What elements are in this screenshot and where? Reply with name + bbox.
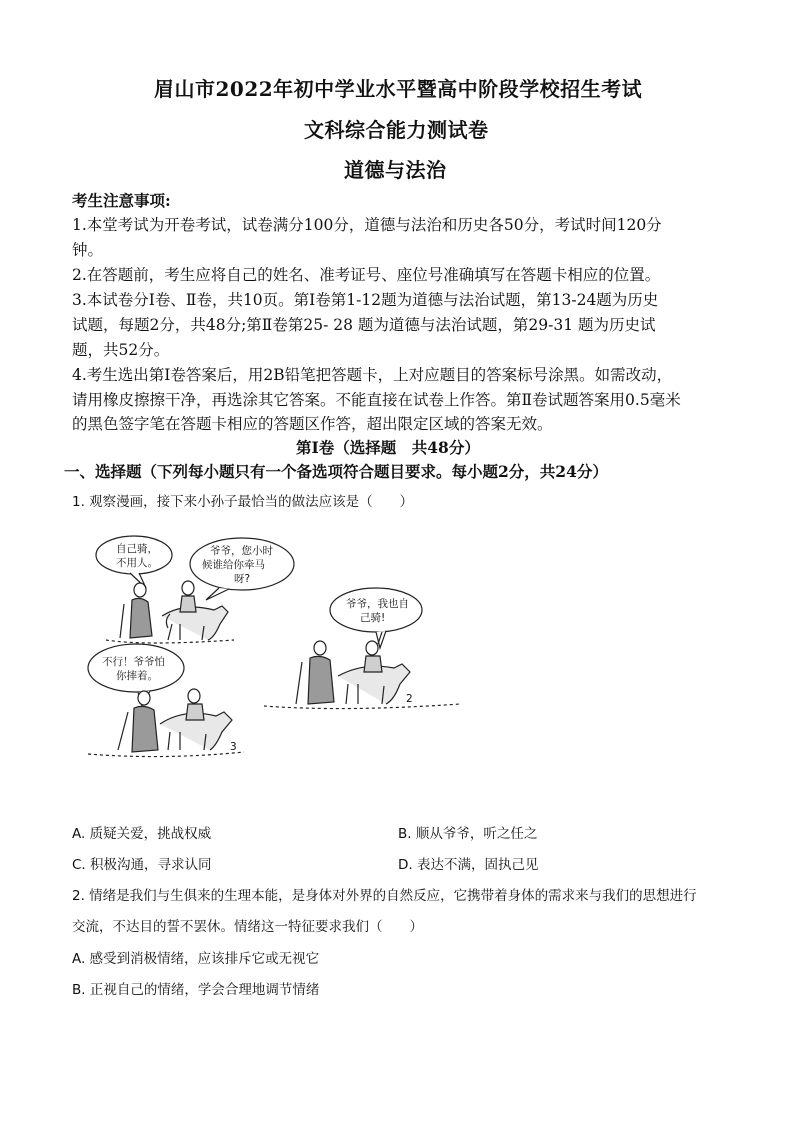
bubble-2-text-3: 呀? (234, 573, 251, 585)
bubble-3-text-2: 己骑! (360, 612, 386, 624)
notice-item-1-cont: 钟。 (72, 241, 104, 259)
question-1-option-a: A. 质疑关爱，挑战权威 (72, 826, 212, 842)
bubble-1-text-1: 自己骑， (116, 543, 158, 555)
subject-title: 道德与法治 (344, 158, 447, 182)
exam-subtitle: 文科综合能力测试卷 (304, 118, 489, 142)
notice-item-4: 4.考生选出第Ⅰ卷答案后，用2B铅笔把答题卡，上对应题目的答案标号涂黑。如需改动， (72, 366, 673, 384)
bubble-2-text-2: 候谁给你牵马 (202, 559, 265, 571)
section-heading: 一、选择题（下列每小题只有一个备选项符合题目要求。每小题2分，共24分） (64, 462, 608, 481)
notice-item-3-end: 题，共52分。 (72, 341, 170, 359)
panel-3-number: 3 (230, 741, 237, 753)
question-1-option-b: B. 顺从爷爷，听之任之 (398, 826, 538, 842)
question-1-stem: 1. 观察漫画，接下来小孙子最恰当的做法应该是（ ） (72, 494, 414, 510)
question-2-stem-cont: 交流，不达目的誓不罢休。情绪这一特征要求我们（ ） (72, 919, 423, 935)
bubble-1-text-2: 不用人。 (116, 557, 158, 569)
notice-heading: 考生注意事项: (72, 191, 171, 210)
question-1-option-c: C. 积极沟通，寻求认同 (72, 857, 212, 873)
question-2-stem: 2. 情绪是我们与生俱来的生理本能，是身体对外界的自然反应，它携带着身体的需求来与我们的思想进行 (72, 888, 697, 904)
part-title: 第Ⅰ卷（选择题 共48分） (296, 438, 480, 457)
bubble-4-text-2: 你摔着。 (116, 670, 158, 682)
comic-illustration (84, 528, 464, 764)
notice-item-3-cont: 试题，每题2分，共48分;第Ⅱ卷第25- 28 题为道德与法治试题，第29-31 题为历史试 (72, 316, 656, 334)
question-1-option-d: D. 表达不满，固执己见 (398, 857, 539, 873)
notice-item-4-end: 的黑色签字笔在答题卡相应的答题区作答，超出限定区域的答案无效。 (72, 415, 553, 433)
notice-item-3: 3.本试卷分Ⅰ卷、Ⅱ卷，共10页。第Ⅰ卷第1-12题为道德与法治试题，第13-24题为历史 (72, 291, 659, 309)
speech-bubble-3 (330, 588, 422, 632)
speech-bubble-4 (88, 644, 184, 692)
panel-3-drawing (88, 689, 244, 757)
question-2-option-b: B. 正视自己的情绪，学会合理地调节情绪 (72, 982, 320, 998)
exam-title: 眉山市2022年初中学业水平暨高中阶段学校招生考试 (154, 77, 643, 101)
question-2-option-a: A. 感受到消极情绪，应该排斥它或无视它 (72, 951, 320, 967)
notice-item-1: 1.本堂考试为开卷考试，试卷满分100分，道德与法治和历史各50分，考试时间120分 (72, 216, 662, 234)
notice-item-2: 2.在答题前，考生应将自己的姓名、准考证号、座位号准确填写在答题卡相应的位置。 (72, 266, 661, 284)
bubble-3-text-1: 爷爷，我也自 (346, 598, 409, 610)
panel-1-drawing (106, 581, 234, 643)
bubble-2-text-1: 爷爷，您小时 (210, 545, 273, 557)
notice-item-4-cont: 请用橡皮擦擦干净，再选涂其它答案。不能直接在试卷上作答。第Ⅱ卷试题答案用0.5毫米 (72, 391, 681, 409)
bubble-4-text-1: 不行！爷爷怕 (102, 656, 165, 668)
panel-2-drawing (264, 632, 460, 709)
panel-2-number: 2 (406, 693, 413, 705)
